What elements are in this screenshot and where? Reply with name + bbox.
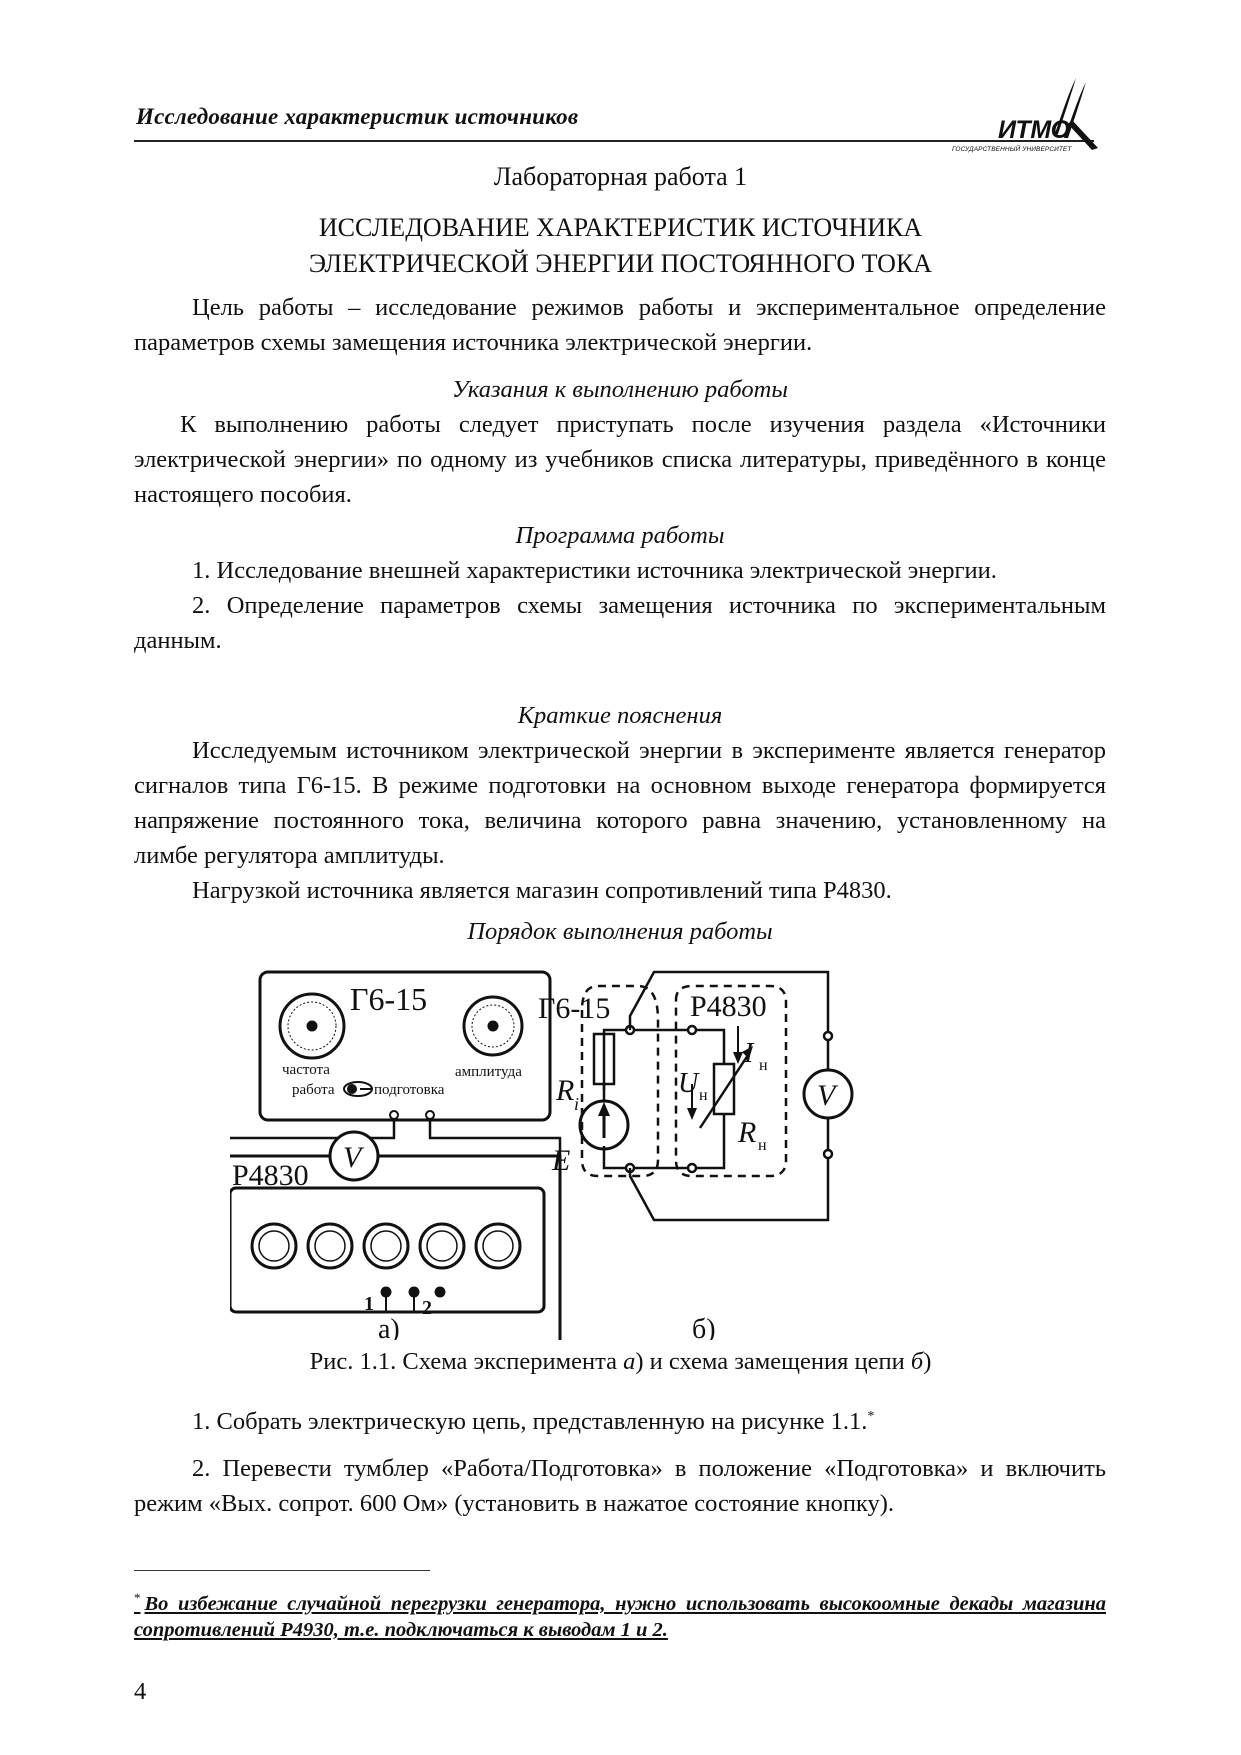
panel-a-sublabel: а): [378, 1314, 400, 1340]
procedure-heading: Порядок выполнения работы: [467, 918, 773, 945]
caption-suffix: ): [923, 1348, 932, 1375]
toggle-switch-icon: [344, 1082, 372, 1096]
generator-label-a: Г6-15: [350, 981, 428, 1017]
caption-prefix: Рис. 1.1. Схема эксперимента: [309, 1348, 624, 1375]
procedure-step-1-mark: *: [867, 1408, 875, 1424]
procedure-step-1-text: 1. Собрать электрическую цепь, представленную на рисунке 1.1.: [192, 1408, 868, 1435]
header-rule: [134, 140, 1094, 142]
procedure-steps: [134, 1404, 1106, 1521]
page-number: 4: [134, 1678, 147, 1705]
program-section: [134, 518, 1106, 658]
load-resistor-rn: [714, 1064, 734, 1114]
voltmeter-wire-bottom: [630, 1154, 828, 1220]
notes-section: [134, 698, 1106, 908]
label-amplitude: амплитуда: [455, 1064, 522, 1080]
itmo-logo: [952, 74, 1116, 162]
generator-terminal-2: [426, 1111, 434, 1119]
procedure-step-2: 2. Перевести тумблер «Работа/Подготовка» в положение «Подготовка» и включить режим «Вых. сопрот. 600 Ом» (установить в нажатое состояние кнопку).: [134, 1455, 1106, 1517]
label-work: работа: [292, 1082, 335, 1098]
load-terminal-top: [688, 1026, 696, 1034]
ri-subscript: i: [574, 1094, 580, 1114]
caption-a: а: [623, 1348, 636, 1375]
panel-a: [230, 972, 560, 1340]
main-title-line-2: ЭЛЕКТРИЧЕСКОЙ ЭНЕРГИИ ПОСТОЯННОГО ТОКА: [308, 249, 933, 278]
logo-text: ИТМО: [998, 116, 1070, 144]
decade-knobs: [252, 1224, 520, 1268]
generator-label-b: Г6-15: [538, 992, 611, 1025]
instructions-section: [134, 372, 1106, 512]
terminal-2-label: 2: [422, 1297, 432, 1319]
instructions-text: К выполнению работы следует приступать после изучения раздела «Источники электрической энергии» по одному из учебников списка литературы, приведённого в конце настоящего пособия.: [134, 411, 1106, 508]
label-frequency: частота: [282, 1062, 330, 1078]
circuit-diagram: [230, 960, 1060, 1340]
wire-load-bottom: [696, 1114, 724, 1168]
instructions-heading: Указания к выполнению работы: [452, 376, 788, 403]
main-title: [0, 210, 1241, 282]
rn-label: R: [738, 1116, 757, 1149]
u-label: U: [678, 1068, 699, 1099]
label-prepare: подготовка: [374, 1082, 445, 1098]
figure-caption: [0, 1348, 1241, 1376]
running-header-title: Исследование характеристик источников: [136, 104, 579, 129]
goal-paragraph: [134, 290, 1106, 360]
voltmeter-label-b: V: [817, 1079, 836, 1112]
u-subscript: н: [699, 1087, 708, 1104]
logo-subtitle: ГОСУДАРСТВЕННЫЙ УНИВЕРСИТЕТ: [952, 146, 1072, 153]
footnote-marker: *: [134, 1590, 141, 1605]
notes-heading: Краткие пояснения: [517, 702, 723, 729]
generator-terminal-1: [390, 1111, 398, 1119]
footnote-text: Во избежание случайной перегрузки генератора, нужно использовать высокоомные декады магазина сопротивлений Р4930, т.е. подключаться к выводам 1 и 2.: [134, 1592, 1106, 1641]
caption-middle: ) и схема замещения цепи: [635, 1348, 911, 1375]
rn-subscript: н: [758, 1137, 767, 1154]
goal-text: Цель работы – исследование режимов работы и экспериментальное определение параметров схемы замещения источника электрической энергии.: [134, 294, 1106, 356]
load-terminal-bottom: [688, 1164, 696, 1172]
program-item-2: 2. Определение параметров схемы замещения источника по экспериментальным данным.: [134, 592, 1106, 654]
amplitude-knob-icon: [464, 997, 522, 1055]
wire-load-top: [696, 1030, 724, 1064]
i-label: I: [744, 1038, 754, 1069]
notes-text-2: Нагрузкой источника является магазин сопротивлений типа Р4830.: [192, 877, 892, 904]
procedure-heading-block: [134, 914, 1106, 949]
terminal-1-label: 1: [364, 1293, 374, 1315]
terminal-3-dot: [436, 1288, 444, 1296]
e-label: E: [552, 1144, 571, 1177]
voltmeter-label-a: V: [343, 1141, 362, 1174]
procedure-step-1: [134, 1404, 1106, 1439]
main-title-line-1: ИССЛЕДОВАНИЕ ХАРАКТЕРИСТИК ИСТОЧНИКА: [318, 213, 923, 242]
program-heading: Программа работы: [515, 522, 725, 549]
resistance-box-label-a: Р4830: [232, 1159, 309, 1192]
notes-text-1: Исследуемым источником электрической энергии в эксперименте является генератор сигналов типа Г6-15. В режиме подготовки на основном выходе генератора формируется напряжение постоянного тока, величина которого равна значению, установленному на лимбе регулятора амплитуды.: [134, 737, 1106, 869]
i-subscript: н: [759, 1057, 768, 1074]
lab-title: Лабораторная работа 1: [493, 162, 748, 191]
program-item-1: 1. Исследование внешней характеристики источника электрической энергии.: [192, 557, 997, 584]
panel-b-sublabel: б): [692, 1314, 716, 1340]
load-label-b: Р4830: [690, 990, 767, 1023]
figure-1-1: [230, 960, 1060, 1340]
ri-label: R: [556, 1074, 575, 1107]
frequency-knob-icon: [280, 994, 344, 1058]
footnote-rule: [134, 1570, 430, 1571]
caption-b: б: [910, 1348, 924, 1375]
wire-gen-top: [604, 1030, 630, 1090]
footnote: [134, 1585, 1106, 1643]
